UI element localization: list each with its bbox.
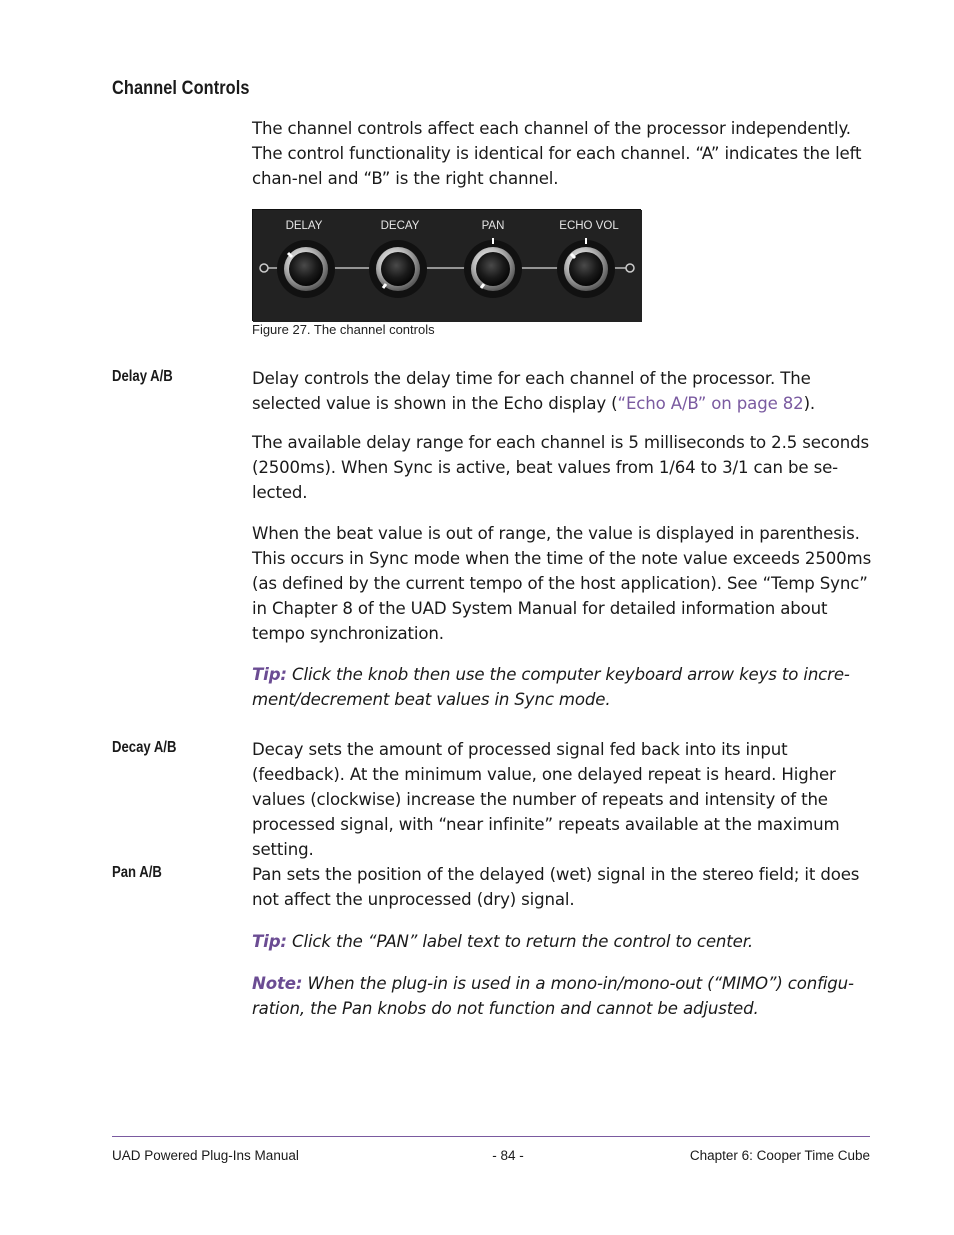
tip-label: Tip: [252, 932, 287, 951]
pan-knob-label[interactable]: PAN [481, 220, 505, 232]
section-title: Channel Controls [112, 78, 250, 99]
footer-manual-title: UAD Powered Plug-Ins Manual [112, 1148, 299, 1163]
delay-knob-label[interactable]: DELAY [285, 220, 323, 232]
pan-tip: Tip: Click the “PAN” label text to return the control to center. [252, 932, 753, 951]
delay-term: Delay A/B [112, 368, 173, 385]
note-label: Note: [252, 974, 303, 993]
delay-paragraph-1: Delay controls the delay time for each channel of the processor. The selected value is shown in the Echo display (“Echo A/B” on page 82). [252, 369, 816, 413]
pan-note: Note: When the plug-in is used in a mono-in/mono-out (“MIMO”) configu-ration, the Pan knobs do not function and cannot be adjusted. [252, 974, 854, 1018]
intro-paragraph: The channel controls affect each channel of the processor independently. The control functionality is identical for each channel. “A” indicates the left chan-nel and “B” is the right channel. [252, 119, 862, 188]
decay-knob[interactable] [369, 240, 427, 298]
decay-term: Decay A/B [112, 739, 177, 756]
channel-controls-figure [252, 209, 641, 321]
pan-term: Pan A/B [112, 864, 162, 881]
footer-divider [112, 1136, 870, 1137]
echo-vol-knob-label[interactable]: ECHO VOL [559, 220, 619, 232]
delay-paragraph-2: The available delay range for each channel is 5 milliseconds to 2.5 seconds (2500ms). When Sync is active, beat values from 1/64 to 3/1 can be se-lected. [252, 433, 870, 502]
delay-tip: Tip: Click the knob then use the computer keyboard arrow keys to incre-ment/decrement beat values in Sync mode. [252, 665, 850, 709]
delay-paragraph-3: When the beat value is out of range, the value is displayed in parenthesis. This occurs in Sync mode when the time of the note value exceeds 2500ms (as defined by the current tempo of the host application). See “Temp Sync” in Chapter 8 of the UAD System Manual for detailed information about tempo synchronization. [252, 524, 872, 643]
echo-page-link[interactable]: “Echo A/B” on page 82 [617, 394, 804, 413]
pan-paragraph-1: Pan sets the position of the delayed (wet) signal in the stereo field; it does not affect the unprocessed (dry) signal. [252, 865, 860, 909]
decay-knob-label[interactable]: DECAY [380, 220, 420, 232]
input-connector-icon [260, 264, 268, 272]
delay-knob[interactable] [277, 240, 335, 298]
tip-label: Tip: [252, 665, 287, 684]
figure-caption: Figure 27. The channel controls [252, 322, 435, 337]
decay-paragraph-1: Decay sets the amount of processed signal fed back into its input (feedback). At the minimum value, one delayed repeat is heard. Higher values (clockwise) increase the number of repeats and intensity of the processed signal, with “near infinite” repeats available at the maximum setting. [252, 740, 840, 859]
footer-page-number: - 84 - [492, 1148, 524, 1163]
knob-panel-image [253, 210, 642, 322]
footer-chapter: Chapter 6: Cooper Time Cube [689, 1148, 870, 1163]
output-connector-icon [626, 264, 634, 272]
